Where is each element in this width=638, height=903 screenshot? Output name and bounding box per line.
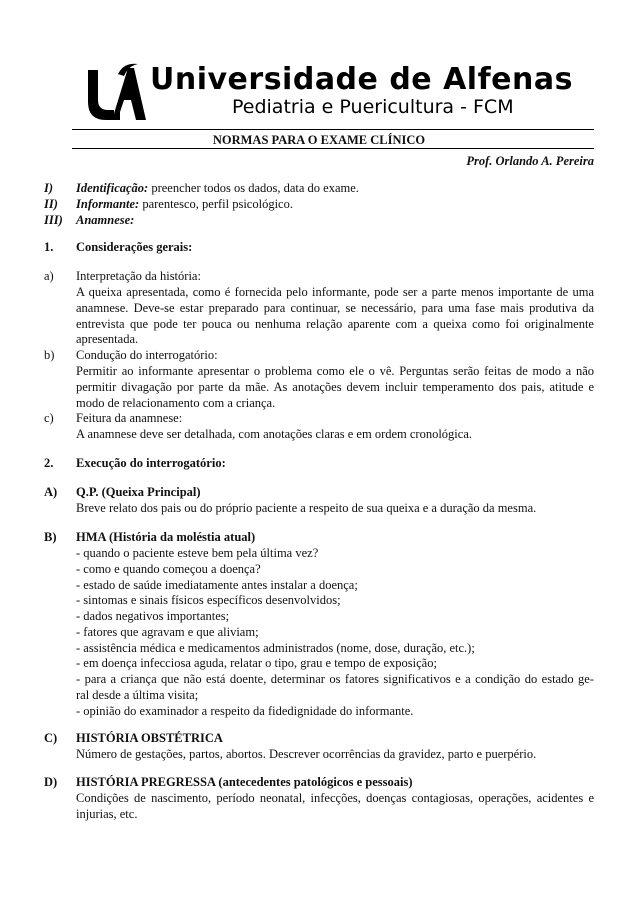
university-emblem-icon — [84, 60, 148, 122]
hma-item: - estado de saúde imediatamente antes instalar a doença; — [76, 578, 358, 592]
subitem-b-letter: b) — [44, 348, 55, 362]
subitem-c-text: A anamnese deve ser detalhada, com anotações claras e em ordem cronológica. — [76, 427, 473, 441]
header-divider-bottom — [72, 148, 594, 149]
subitem-c-title: Feitura da anamnese: — [76, 411, 183, 425]
university-logo — [84, 60, 573, 122]
hma-item: - sintomas e sinais físicos específicos desenvolvidos; — [76, 593, 341, 607]
item-I-text: preencher todos os dados, data do exame. — [148, 181, 359, 195]
item-I-label: Identificação: — [76, 181, 149, 195]
item-III-label: Anamnese: — [76, 213, 135, 227]
subsection-B-title: HMA (História da moléstia atual) — [76, 530, 256, 544]
hma-item-long-cont: ral desde a última visita; — [76, 688, 199, 702]
item-identificacao — [76, 181, 359, 196]
section-2-number: 2. — [44, 456, 54, 470]
item-II-label: Informante: — [76, 197, 140, 211]
subsection-C-letter: C) — [44, 731, 58, 745]
hma-item: - quando o paciente esteve bem pela última vez? — [76, 546, 319, 560]
subsection-D-letter: D) — [44, 775, 58, 789]
subitem-a-letter: a) — [44, 269, 54, 283]
subsection-C-title: HISTÓRIA OBSTÉTRICA — [76, 731, 223, 745]
subsection-A-text: Breve relato dos pais ou do próprio paciente a respeito de sua queixa e a duração da mesma. — [76, 501, 537, 515]
hma-item: - fatores que agravam e que aliviam; — [76, 625, 259, 639]
subitem-a-title: Interpretação da história: — [76, 269, 201, 283]
subitem-b-title: Condução do interrogatório: — [76, 348, 218, 362]
section-2-title: Execução do interrogatório: — [76, 456, 226, 470]
item-II-text: parentesco, perfil psicológico. — [139, 197, 293, 211]
item-informante — [76, 197, 293, 212]
hma-item: - assistência médica e medicamentos administrados (nome, dose, duração, etc.); — [76, 641, 475, 655]
section-1-title: Considerações gerais: — [76, 240, 193, 254]
item-III-number: III) — [44, 213, 63, 227]
subsection-B-letter: B) — [44, 530, 57, 544]
section-1-number: 1. — [44, 240, 54, 254]
hma-item: - dados negativos importantes; — [76, 609, 230, 623]
subsection-D-title: HISTÓRIA PREGRESSA (antecedentes patológicos e pessoais) — [76, 775, 413, 789]
subitem-b-text: Permitir ao informante apresentar o problema como ele o vê. Perguntas serão feitas de modo a não permitir divagação por parte da mãe. As anotações devem incluir temperamento dos pais, atitude e modo de relacionamento com a criança. — [76, 364, 594, 410]
hma-item-last: - opinião do examinador a respeito da fidedignidade do informante. — [76, 704, 414, 718]
subsection-A-title: Q.P. (Queixa Principal) — [76, 485, 201, 499]
hma-item: - em doença infecciosa aguda, relatar o tipo, grau e tempo de exposição; — [76, 656, 437, 670]
hma-item-long: - para a criança que não está doente, determinar os fatores significativos e a condição do estado ge- — [76, 672, 594, 686]
document-author: Prof. Orlando A. Pereira — [466, 154, 594, 168]
item-anamnese — [76, 213, 134, 228]
item-II-number: II) — [44, 197, 58, 211]
subitem-c-letter: c) — [44, 411, 54, 425]
hma-item: - como e quando começou a doença? — [76, 562, 261, 576]
header-divider-top — [72, 129, 594, 130]
university-name: Universidade de Alfenas — [150, 62, 573, 97]
department-name: Pediatria e Puericultura - FCM — [232, 96, 514, 118]
subsection-C-text: Número de gestações, partos, abortos. Descrever ocorrências da gravidez, parto e puerpério. — [76, 747, 537, 761]
subsection-D-text: Condições de nascimento, período neonatal, infecções, doenças contagiosas, operações, acidentes e injurias, etc. — [76, 791, 594, 821]
subitem-a-text: A queixa apresentada, como é fornecida pelo informante, pode ser a parte menos importante de uma anamnese. Deve-se estar preparado para continuar, se necessário, para uma fase mais produtiva da entrevista que pode ter pouca ou nenhuma relação aparente com a queixa como foi originalmente apresentada. — [76, 285, 594, 347]
document-title: NORMAS PARA O EXAME CLÍNICO — [212, 133, 426, 147]
item-I-number: I) — [44, 181, 54, 195]
subsection-A-letter: A) — [44, 485, 58, 499]
